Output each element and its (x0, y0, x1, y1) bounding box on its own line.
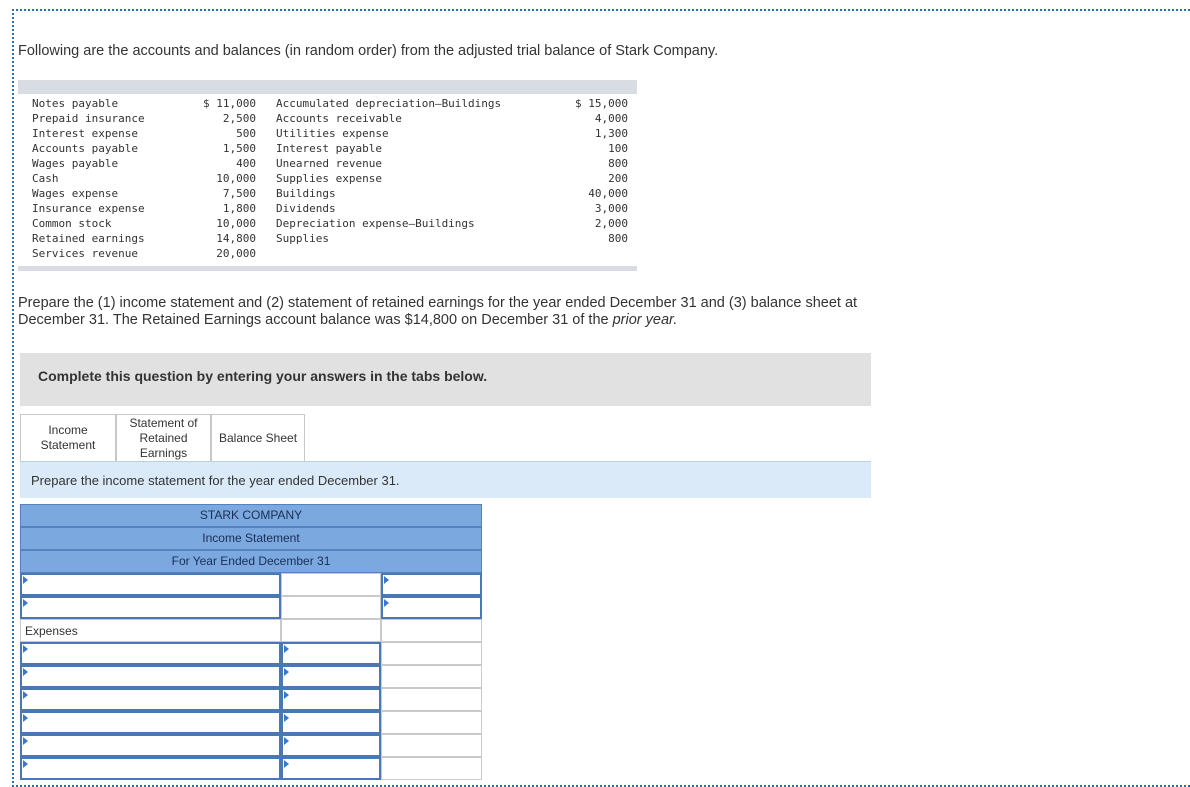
table-row (20, 573, 482, 596)
dropdown-arrow-icon (23, 645, 28, 653)
table-row (20, 734, 482, 757)
tb-left-amount: 1,500 (222, 142, 256, 155)
tb-right-name: Interest payable (276, 142, 382, 155)
dropdown-arrow-icon (384, 576, 389, 584)
account-dropdown[interactable] (20, 642, 281, 665)
table-row (20, 757, 482, 781)
amount-cell (381, 757, 482, 780)
tb-right-amount: 800 (608, 157, 628, 170)
tb-right-amount: 40,000 (588, 187, 628, 200)
tb-left-amount: 10,000 (216, 172, 256, 185)
amount-input[interactable] (281, 757, 381, 780)
tb-left-name: Wages expense (32, 187, 119, 200)
complete-banner-text: Complete this question by entering your answers in the tabs below. (38, 368, 488, 384)
table-row (20, 688, 482, 711)
dropdown-arrow-icon (284, 668, 289, 676)
dropdown-arrow-icon (23, 599, 28, 607)
dropdown-arrow-icon (284, 737, 289, 745)
tb-left-amount: 20,000 (216, 247, 256, 260)
tb-right-name: Depreciation expense—Buildings (276, 217, 475, 230)
amount-cell (381, 734, 482, 757)
tb-right-amount: 3,000 (594, 202, 628, 215)
dropdown-arrow-icon (384, 599, 389, 607)
tb-left-name: Cash (32, 172, 59, 185)
account-dropdown[interactable] (20, 757, 281, 780)
amount-input[interactable] (281, 688, 381, 711)
tb-left-amount: $ 11,000 (203, 97, 256, 110)
amount-cell (381, 688, 482, 711)
amount-input[interactable] (281, 642, 381, 665)
dropdown-arrow-icon (284, 691, 289, 699)
tb-right-name: Dividends (276, 202, 336, 215)
tb-right-amount: 4,000 (594, 112, 628, 125)
amount-cell (381, 619, 482, 642)
statement-title-header: Income Statement (20, 527, 482, 550)
tab-balance-sheet[interactable] (211, 414, 305, 461)
tb-left-amount: 2,500 (222, 112, 256, 125)
account-dropdown[interactable] (20, 734, 281, 757)
statement-period-header: For Year Ended December 31 (20, 550, 482, 573)
prepare-line-1: Prepare the (1) income statement and (2) statement of retained earnings for the year ended December 31 and (3) balance sheet at (18, 295, 858, 311)
tb-left-amount: 7,500 (222, 187, 256, 200)
tb-right-name: Utilities expense (276, 127, 389, 140)
tb-right-name: Accumulated depreciation—Buildings (276, 97, 502, 110)
table-row (20, 642, 482, 665)
tb-left-name: Interest expense (32, 127, 138, 140)
tb-left-name: Notes payable (32, 97, 119, 110)
dropdown-arrow-icon (284, 760, 289, 768)
tab-label: Balance Sheet (218, 430, 298, 445)
tb-left-amount: 10,000 (216, 217, 256, 230)
dropdown-arrow-icon (284, 645, 289, 653)
intro-text: Following are the accounts and balances (in random order) from the adjusted trial balance of Stark Company. (18, 43, 719, 59)
dropdown-arrow-icon (284, 714, 289, 722)
tb-right-name: Supplies expense (276, 172, 382, 185)
prepare-line-2: December 31. The Retained Earnings account balance was $14,800 on December 31 of the (18, 312, 613, 328)
expenses-label: Expenses (25, 624, 78, 638)
tb-right-amount: 1,300 (594, 127, 628, 140)
trial-balance-top-bar (18, 80, 637, 94)
tb-right-name: Unearned revenue (276, 157, 382, 170)
tab-label: Income Statement (40, 423, 96, 452)
tb-left-name: Common stock (32, 217, 112, 230)
table-row (20, 619, 482, 642)
complete-banner (20, 353, 871, 406)
amount-input[interactable] (381, 573, 482, 596)
trial-balance-right-names (276, 96, 501, 246)
tab-instruction (20, 462, 871, 498)
tab-label: Statement of Retained Earnings (129, 415, 198, 460)
tb-left-amount: 1,800 (222, 202, 256, 215)
account-dropdown[interactable] (20, 711, 281, 734)
trial-balance-left-names (32, 96, 145, 261)
tb-left-name: Prepaid insurance (32, 112, 145, 125)
account-dropdown[interactable] (20, 688, 281, 711)
trial-balance-right-amounts (560, 96, 628, 246)
amount-cell (281, 596, 381, 619)
amount-input[interactable] (381, 596, 482, 619)
dropdown-arrow-icon (23, 737, 28, 745)
tb-right-amount: 2,000 (594, 217, 628, 230)
account-dropdown[interactable] (20, 596, 281, 619)
prepare-line-2-emphasis: prior year. (612, 312, 678, 328)
trial-balance-bottom-bar (18, 266, 637, 271)
tb-left-name: Accounts payable (32, 142, 138, 155)
tb-left-amount: 500 (236, 127, 256, 140)
tb-left-amount: 400 (236, 157, 256, 170)
tb-left-name: Services revenue (32, 247, 138, 260)
amount-cell (281, 619, 381, 642)
tb-left-name: Wages payable (32, 157, 119, 170)
table-row (20, 665, 482, 688)
tb-right-name: Accounts receivable (276, 112, 402, 125)
tb-right-amount: 800 (608, 232, 628, 245)
statement-company-header: STARK COMPANY (20, 504, 482, 527)
tb-left-name: Insurance expense (32, 202, 145, 215)
tb-left-amount: 14,800 (216, 232, 256, 245)
amount-cell (381, 642, 482, 665)
tb-right-amount: $ 15,000 (575, 97, 628, 110)
amount-input[interactable] (281, 665, 381, 688)
account-dropdown[interactable] (20, 665, 281, 688)
tab-statement-of-retained-earnings[interactable] (116, 414, 211, 461)
dropdown-arrow-icon (23, 576, 28, 584)
tab-instruction-text: Prepare the income statement for the year ended December 31. (31, 473, 400, 488)
dropdown-arrow-icon (23, 714, 28, 722)
tb-right-amount: 100 (608, 142, 628, 155)
dropdown-arrow-icon (23, 691, 28, 699)
expenses-label-cell (20, 619, 281, 642)
tb-right-amount: 200 (608, 172, 628, 185)
amount-cell (381, 665, 482, 688)
amount-input[interactable] (281, 734, 381, 757)
table-row (20, 711, 482, 734)
amount-cell (381, 711, 482, 734)
prepare-instructions (18, 295, 938, 329)
dropdown-arrow-icon (23, 760, 28, 768)
tb-left-name: Retained earnings (32, 232, 145, 245)
account-dropdown[interactable] (20, 573, 281, 596)
amount-input[interactable] (281, 711, 381, 734)
tb-right-name: Supplies (276, 232, 329, 245)
table-row (20, 596, 482, 619)
dropdown-arrow-icon (23, 668, 28, 676)
trial-balance-left-amounts (180, 96, 256, 261)
amount-cell (281, 573, 381, 596)
tab-income-statement[interactable] (20, 414, 116, 461)
tb-right-name: Buildings (276, 187, 336, 200)
